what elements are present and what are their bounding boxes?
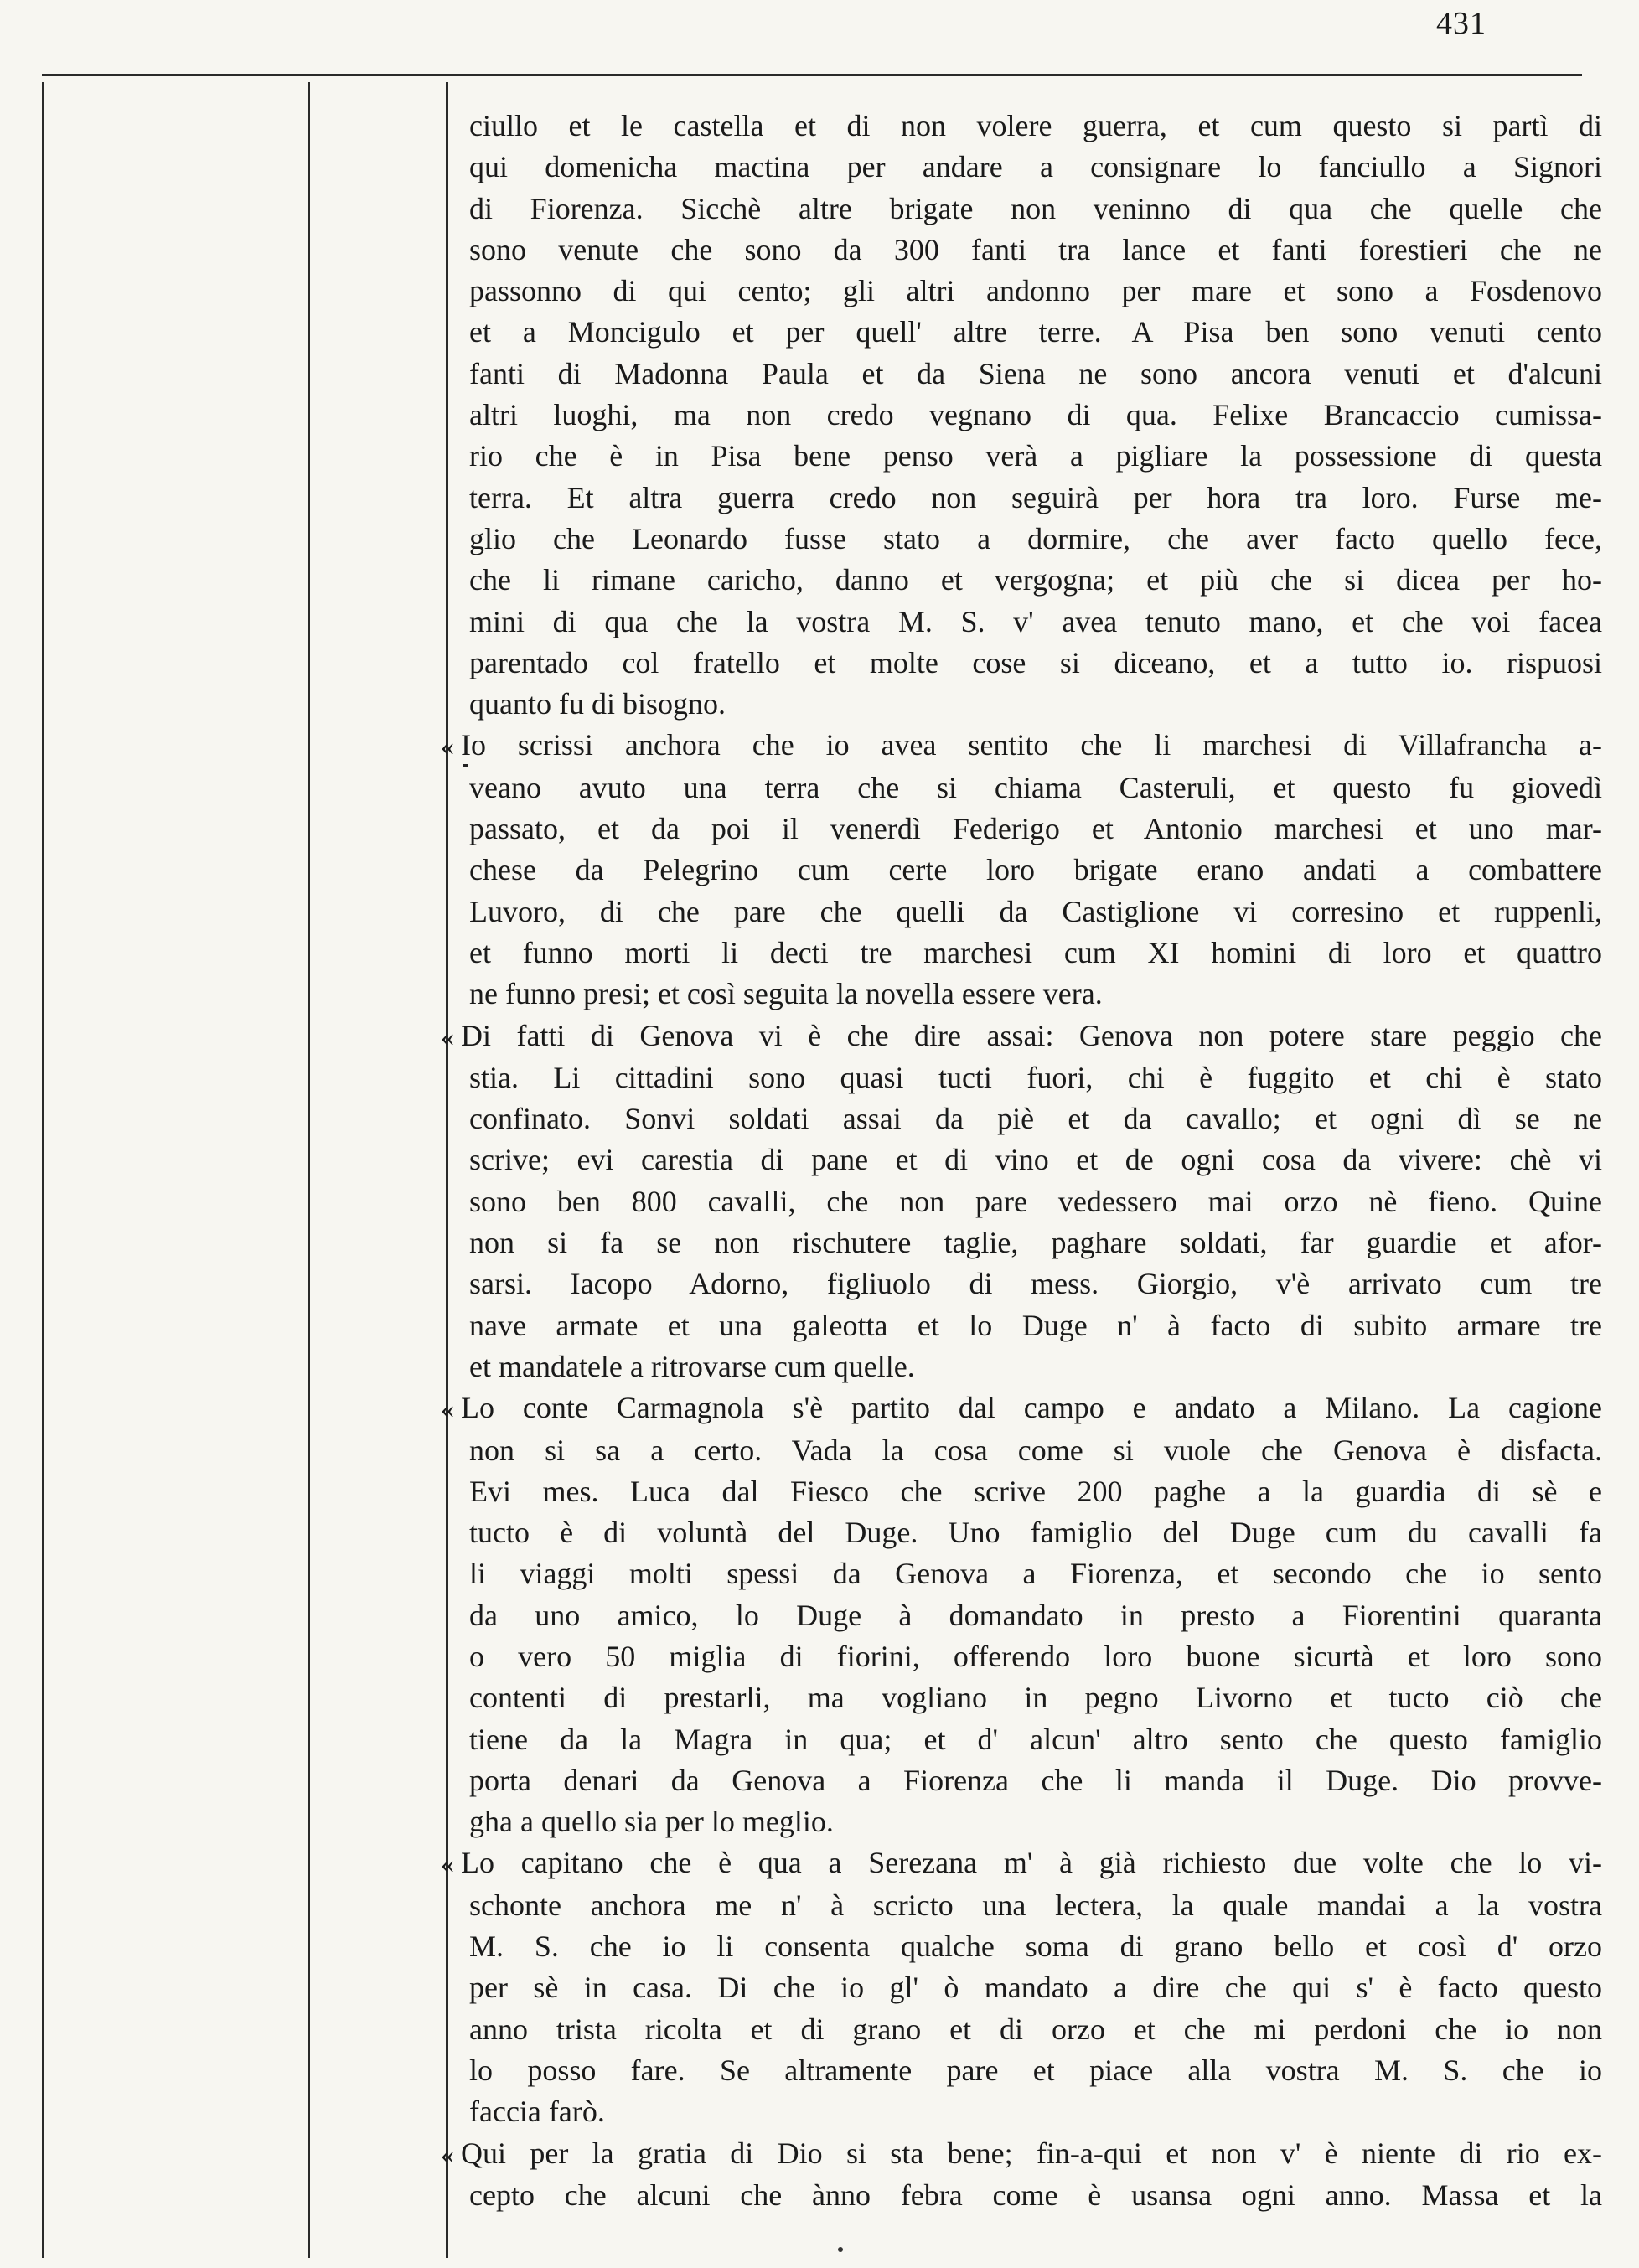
body-text (441, 106, 1602, 2216)
text-line (469, 1967, 1602, 2008)
line-text: ciullo et le castella et di non volere guerra, et cum questo si partì di (469, 109, 1602, 142)
line-text: tucto è di voluntà del Duge. Uno famiglio del Duge cum du cavalli fa (469, 1516, 1602, 1550)
text-line (469, 1098, 1602, 1139)
text-line (469, 560, 1602, 601)
line-text: cepto che alcuni che ànno febra come è usansa ogni anno. Massa et la (469, 2178, 1602, 2212)
line-text: contenti di prestarli, ma vogliano in pegno Livorno et tucto ciò che (469, 1681, 1602, 1715)
line-text: faccia farò. (469, 2095, 605, 2129)
text-line (469, 684, 1602, 725)
text-line (469, 1346, 1602, 1387)
text-line (441, 1387, 1602, 1429)
line-text: schonte anchora me n' à scricto una lectera, la quale mandai a la vostra (469, 1888, 1602, 1922)
line-text: ne funno presi; et così seguita la novella essere vera. (469, 977, 1103, 1011)
text-line (469, 1636, 1602, 1677)
paragraph (441, 1842, 1602, 2132)
line-text: confinato. Sonvi soldati assai da piè et da cavallo; et ogni dì se ne (469, 1102, 1602, 1136)
text-line (441, 1015, 1602, 1057)
page-number: 431 (1436, 6, 1486, 41)
text-line (469, 767, 1602, 809)
line-text: parentado col fratello et molte cose si diceano, et a tutto io. rispuosi (469, 645, 1602, 679)
text-line (469, 1760, 1602, 1801)
line-text: et a Moncigulo et per quell' altre terre. A Pisa ben sono venuti cento (469, 315, 1602, 349)
line-text: di Fiorenza. Sicchè altre brigate non veninno di qua che quelle che (469, 191, 1602, 225)
text-line (469, 354, 1602, 395)
line-text: mini di qua che la vostra M. S. v' avea tenuto mano, et che voi facea (469, 604, 1602, 638)
header-rule (42, 74, 1582, 76)
text-line (469, 271, 1602, 312)
text-line (469, 850, 1602, 891)
line-text: veano avuto una terra che si chiama Casteruli, et questo fu giovedì (469, 770, 1602, 804)
line-text: et funno morti li decti tre marchesi cum XI homini di loro et quattro (469, 935, 1602, 969)
line-text: terra. Et altra guerra credo non seguirà per hora tra loro. Furse me- (469, 480, 1602, 514)
line-text: anno trista ricolta et di grano et di orzo et che mi perdoni che io non (469, 2012, 1602, 2046)
paragraph-marker: « (441, 1393, 454, 1424)
text-line (469, 1595, 1602, 1636)
line-text: Di fatti di Genova vi è che dire assai: Genova non potere stare peggio che (461, 1018, 1602, 1052)
line-text: M. S. che io li consenta qualche soma di grano bello et così d' orzo (469, 1930, 1602, 1964)
line-text: tiene da la Magra in qua; et d' alcun' altro sento che questo famiglio (469, 1722, 1602, 1756)
text-line (469, 436, 1602, 477)
line-text: sono venute che sono da 300 fanti tra lance et fanti forestieri che ne (469, 232, 1602, 266)
line-text: gha a quello sia per lo meglio. (469, 1805, 834, 1839)
text-line (441, 2133, 1602, 2175)
line-text: Luvoro, di che pare che quelli da Castiglione vi corresino et ruppenli, (469, 894, 1602, 928)
text-line (469, 643, 1602, 684)
text-line (469, 1222, 1602, 1263)
text-line (469, 1305, 1602, 1346)
line-text: Qui per la gratia di Dio si sta bene; fin-a-qui et non v' è niente di rio ex- (461, 2136, 1602, 2170)
line-text: non si sa a certo. Vada la cosa come si vuole che Genova è disfacta. (469, 1433, 1602, 1467)
text-line (469, 1181, 1602, 1222)
line-text: altri luoghi, ma non credo vegnano di qua. Felixe Brancaccio cumissa- (469, 398, 1602, 432)
line-text: sono ben 800 cavalli, che non pare vedessero mai orzo nè fieno. Quine (469, 1184, 1602, 1218)
paragraph (441, 725, 1602, 1015)
line-text: chese da Pelegrino cum certe loro brigate erano andati a combattere (469, 853, 1602, 887)
line-text: quanto fu di bisogno. (469, 687, 726, 721)
text-line (469, 2175, 1602, 2216)
line-text: da uno amico, lo Duge à domandato in presto a Fiorentini quaranta (469, 1598, 1602, 1632)
line-text: o vero 50 miglia di fiorini, offerendo loro buone sicurtà et loro sono (469, 1639, 1602, 1673)
middle-margin-rule (308, 82, 310, 2258)
text-column-rule (446, 82, 448, 2258)
line-text: nave armate et una galeotta et lo Duge n' à facto di subito armare tre (469, 1308, 1602, 1342)
text-line (469, 1263, 1602, 1304)
text-line (469, 2009, 1602, 2050)
text-line (469, 147, 1602, 188)
paragraph (469, 106, 1602, 725)
line-text: passato, et da poi il venerdì Federigo et Antonio marchesi et uno mar- (469, 812, 1602, 846)
text-line (469, 974, 1602, 1015)
text-line (469, 1139, 1602, 1180)
text-line (469, 1471, 1602, 1512)
line-text: lo posso fare. Se altramente pare et piace alla vostra M. S. che io (469, 2053, 1602, 2087)
line-text: et mandatele a ritrovarse cum quelle. (469, 1349, 915, 1383)
line-text: qui domenicha mactina per andare a consignare lo fanciullo a Signori (469, 150, 1602, 184)
text-line (469, 602, 1602, 643)
text-line (469, 519, 1602, 560)
paragraph (441, 1387, 1602, 1842)
text-line (469, 891, 1602, 933)
line-text: fanti di Madonna Paula et da Siena ne sono ancora venuti et d'alcuni (469, 356, 1602, 390)
line-text: porta denari da Genova a Fiorenza che li manda il Duge. Dio provve- (469, 1763, 1602, 1797)
left-margin-rule (42, 82, 44, 2258)
text-line (469, 189, 1602, 230)
line-text: che li rimane caricho, danno et vergogna; et più che si dicea per ho- (469, 563, 1602, 597)
line-text: sarsi. Iacopo Adorno, figliuolo di mess. Giorgio, v'è arrivato cum tre (469, 1267, 1602, 1301)
line-text: Lo capitano che è qua a Serezana m' à già richiesto due volte che lo vi- (461, 1846, 1602, 1880)
line-text: li viaggi molti spessi da Genova a Fiorenza, et secondo che io sento (469, 1557, 1602, 1591)
paragraph-marker: « (441, 1848, 454, 1879)
text-line (469, 1512, 1602, 1553)
text-line (469, 395, 1602, 436)
line-text: Io scrissi anchora che io avea sentito che li marchesi di Villafrancha a- (461, 728, 1602, 762)
text-line (469, 1885, 1602, 1926)
line-text: per sè in casa. Di che io gl' ò mandato a dire che qui s' è facto questo (469, 1971, 1602, 2005)
text-line (469, 478, 1602, 519)
text-line (469, 1677, 1602, 1718)
text-line (469, 1719, 1602, 1760)
text-line (469, 312, 1602, 353)
paragraph (441, 1015, 1602, 1388)
line-text: rio che è in Pisa bene penso verà a pigliare la possessione di questa (469, 439, 1602, 473)
text-line (469, 1926, 1602, 1967)
paragraph-marker: « (441, 2138, 454, 2169)
text-line (469, 2050, 1602, 2091)
line-text: non si fa se non rischutere taglie, paghare soldati, far guardie et afor- (469, 1226, 1602, 1260)
line-text: glio che Leonardo fusse stato a dormire, che aver facto quello fece, (469, 521, 1602, 555)
text-line (469, 1553, 1602, 1594)
line-text: passonno di qui cento; gli altri andonno per mare et sono a Fosdenovo (469, 274, 1602, 308)
text-line (469, 106, 1602, 147)
text-line (469, 1801, 1602, 1842)
paragraph-marker: « (441, 1020, 454, 1051)
text-line (469, 933, 1602, 974)
paragraph (441, 2133, 1602, 2217)
text-line (469, 1057, 1602, 1098)
bottom-speck (838, 2247, 843, 2252)
text-line (469, 1430, 1602, 1471)
text-line (441, 725, 1602, 767)
line-text: stia. Li cittadini sono quasi tucti fuori, chi è fuggito et chi è stato (469, 1060, 1602, 1094)
text-line (469, 230, 1602, 271)
text-line (441, 1842, 1602, 1884)
text-line (469, 2091, 1602, 2132)
text-line (469, 809, 1602, 850)
line-text: scrive; evi carestia di pane et di vino et de ogni cosa da vivere: chè vi (469, 1143, 1602, 1177)
paragraph-marker: « (441, 731, 454, 762)
line-text: Lo conte Carmagnola s'è partito dal campo e andato a Milano. La cagione (461, 1391, 1602, 1425)
line-text: Evi mes. Luca dal Fiesco che scrive 200 paghe a la guardia di sè e (469, 1474, 1602, 1508)
